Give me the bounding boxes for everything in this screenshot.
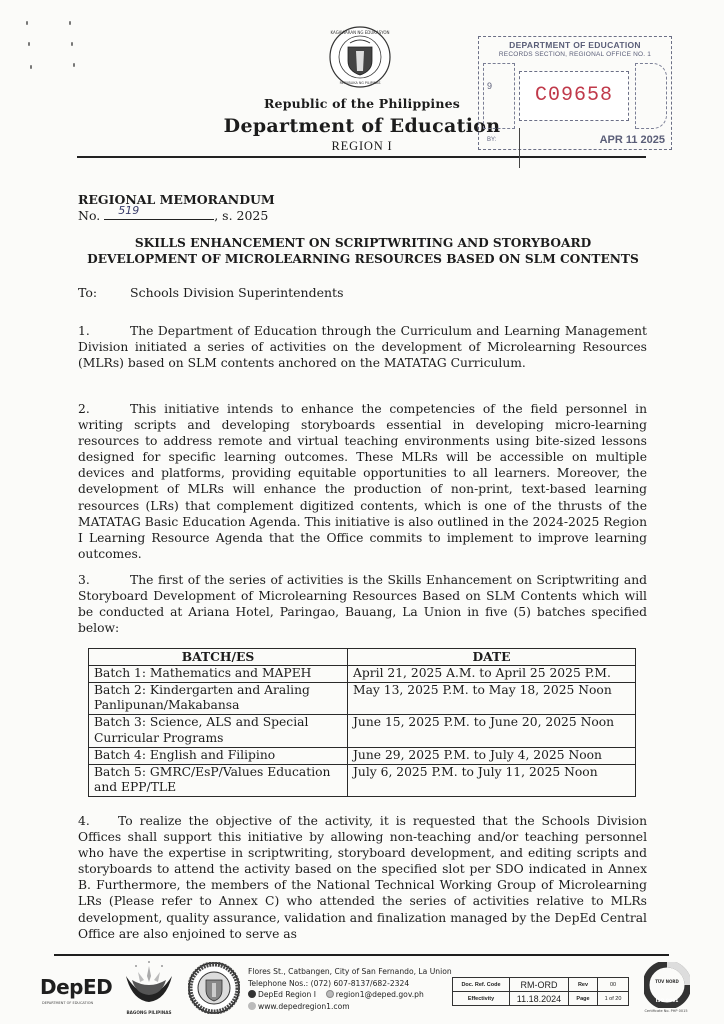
memo-series: , s. 2025 bbox=[214, 208, 269, 223]
address: Flores St., Catbangen, City of San Fernando, La Union bbox=[248, 967, 452, 976]
table-row bbox=[89, 747, 636, 764]
to-label: To: bbox=[78, 285, 98, 300]
scan-speck bbox=[73, 63, 75, 67]
doc-ref-label: Doc. Ref. Code bbox=[453, 978, 510, 992]
bagong-pilipinas-icon bbox=[122, 960, 176, 1010]
stamp-control-number: C09658 bbox=[534, 84, 613, 107]
paragraph-2 bbox=[78, 401, 647, 562]
republic-heading: Republic of the Philippines bbox=[263, 96, 461, 111]
rev-value: 00 bbox=[598, 978, 629, 992]
stamp-date: APR 11 2025 bbox=[599, 134, 665, 146]
date-cell: June 29, 2025 P.M. to July 4, 2025 Noon bbox=[348, 747, 636, 764]
scan-speck bbox=[71, 42, 73, 46]
memo-addressee bbox=[78, 285, 344, 300]
stamp-letter-r bbox=[483, 63, 515, 129]
iso-certification-icon bbox=[644, 962, 690, 1008]
table-row bbox=[453, 978, 629, 992]
svg-text:KAGAWARAN NG EDUKASYON: KAGAWARAN NG EDUKASYON bbox=[330, 30, 390, 35]
memo-number bbox=[78, 204, 269, 223]
email-link[interactable]: region1@deped.gov.ph bbox=[335, 990, 424, 999]
batch-cell: Batch 5: GMRC/EsP/Values Education and EPP/TLE bbox=[89, 764, 348, 797]
facebook-link[interactable]: DepEd Region I bbox=[258, 990, 317, 999]
date-cell: July 6, 2025 P.M. to July 11, 2025 Noon bbox=[348, 764, 636, 797]
contact-info bbox=[248, 966, 452, 1012]
deped-logo-subtext: DEPARTMENT OF EDUCATION bbox=[42, 1001, 94, 1005]
batch-cell: Batch 3: Science, ALS and Special Curricular Programs bbox=[89, 715, 348, 748]
batch-cell: Batch 2: Kindergarten and Araling Panlipunan/Makabansa bbox=[89, 682, 348, 715]
paragraph-text: The first of the series of activities is the Skills Enhancement on Scriptwriting and Storyboard Development of Microlearning Resources Based on SLM Contents which will be conducted at Ariana Hotel, Paringao, Bauang, La Union in five (5) batches specified below: bbox=[78, 573, 647, 636]
effectivity-value: 11.18.2024 bbox=[510, 992, 569, 1006]
bagong-pilipinas-caption: BAGONG PILIPINAS bbox=[126, 1010, 172, 1015]
department-heading: Department of Education bbox=[223, 115, 501, 137]
table-header-row bbox=[89, 649, 636, 666]
effectivity-label: Effectivity bbox=[453, 992, 510, 1006]
memo-title: REGIONAL MEMORANDUM bbox=[78, 192, 275, 207]
table-row bbox=[453, 992, 629, 1006]
table-row bbox=[89, 665, 636, 682]
page-label: Page bbox=[569, 992, 598, 1006]
to-value: Schools Division Superintendents bbox=[130, 285, 344, 300]
scan-speck bbox=[69, 21, 71, 25]
stamp-tick-line bbox=[519, 128, 520, 168]
document-control-table bbox=[452, 977, 629, 1006]
deped-logo-text: DepED bbox=[40, 975, 113, 999]
batch-cell: Batch 4: English and Filipino bbox=[89, 747, 348, 764]
scan-speck bbox=[28, 42, 30, 46]
deped-seal-icon bbox=[328, 25, 392, 89]
batch-schedule-table bbox=[88, 648, 636, 797]
memo-no-blank bbox=[104, 204, 214, 220]
stamp-number-box bbox=[519, 71, 629, 121]
column-header-date: DATE bbox=[348, 649, 636, 666]
rev-label: Rev bbox=[569, 978, 598, 992]
paragraph-1 bbox=[78, 323, 647, 371]
facebook-icon bbox=[248, 990, 256, 998]
header-divider bbox=[77, 156, 646, 158]
date-cell: June 15, 2025 P.M. to June 20, 2025 Noon bbox=[348, 715, 636, 748]
memo-no-label: No. bbox=[78, 208, 101, 223]
paragraph-number: 1. bbox=[78, 324, 90, 338]
paragraph-number: 4. bbox=[78, 814, 90, 828]
paragraph-number: 3. bbox=[78, 573, 90, 587]
svg-text:REPUBLIKA NG PILIPINAS: REPUBLIKA NG PILIPINAS bbox=[339, 81, 381, 85]
social-line bbox=[248, 989, 452, 1001]
stamp-letter-d bbox=[635, 63, 667, 129]
paragraph-4 bbox=[78, 813, 647, 942]
footer-divider bbox=[54, 954, 669, 956]
subject-line-2: DEVELOPMENT OF MICROLEARNING RESOURCES BASED ON SLM CONTENTS bbox=[87, 252, 639, 266]
telephone: Telephone Nos.: (072) 607-8137/682-2324 bbox=[248, 978, 410, 988]
paragraph-3 bbox=[78, 572, 647, 636]
globe-icon bbox=[248, 1002, 256, 1010]
scan-speck bbox=[26, 21, 28, 25]
received-stamp bbox=[478, 36, 672, 150]
email-icon bbox=[326, 990, 334, 998]
stamp-side-mark: 9 bbox=[487, 81, 493, 91]
stamp-line2: RECORDS SECTION, REGIONAL OFFICE NO. 1 bbox=[498, 51, 652, 58]
date-cell: April 21, 2025 A.M. to April 25 2025 P.M. bbox=[348, 665, 636, 682]
table-row bbox=[89, 715, 636, 748]
region-1-seal-icon bbox=[188, 962, 240, 1014]
doc-ref-value: RM-ORD bbox=[510, 978, 569, 992]
table-row bbox=[89, 764, 636, 797]
web-line bbox=[248, 1001, 452, 1013]
date-cell: May 13, 2025 P.M. to May 18, 2025 Noon bbox=[348, 682, 636, 715]
bagong-pilipinas-logo bbox=[122, 960, 176, 1018]
paragraph-text: The Department of Education through the Curriculum and Learning Management Division initiated a series of activities on the development of Microlearning Resources (MLRs) based on SLM contents anchored on the MATATAG Curriculum. bbox=[78, 324, 647, 371]
table-row bbox=[89, 682, 636, 715]
website-link[interactable]: www.depedregion1.com bbox=[258, 1001, 350, 1011]
scan-speck bbox=[30, 65, 32, 69]
deped-logo bbox=[40, 970, 113, 1010]
subject-line-1: SKILLS ENHANCEMENT ON SCRIPTWRITING AND STORYBOARD bbox=[134, 236, 592, 250]
paragraph-number: 2. bbox=[78, 402, 90, 416]
iso-certificate-number: Certificate No. PHP 0015 bbox=[644, 1009, 688, 1013]
svg-text:TÜV NORD: TÜV NORD bbox=[655, 979, 679, 984]
batch-cell: Batch 1: Mathematics and MAPEH bbox=[89, 665, 348, 682]
region-heading: REGION I bbox=[331, 139, 393, 153]
paragraph-text: To realize the objective of the activity, it is requested that the Schools Division Offices shall support this initiative by allowing non-teaching and/or teaching personnel who have the expertise in scriptwriting, storyboard development, and editing scripts and storyboards to attend the activity based on the specified slot per SDO indicated in Annex B. Furthermore, the members of the National Technical Working Group of Microlearning LRs (Please refer to Annex C) who attended the series of activities relative to MLRs development, quality assurance, validation and finalization managed by the DepEd Central Office are also enjoined to serve as bbox=[78, 814, 647, 941]
column-header-batch: BATCH/ES bbox=[89, 649, 348, 666]
paragraph-text: This initiative intends to enhance the competencies of the field personnel in writing scripts and developing storyboards essential in developing micro-learning resources to address remote and virtual teaching environments using bite-sized lessons designed for specific learning outcomes. These MLRs will be accessible on multiple devices and platforms, providing equitable opportunities to all learners. Moreover, the development of MLRs will enhance the production of non-print, text-based learning resources (LRs) that complement digitized contents, which is one of the thrusts of the MATATAG Basic Education Agenda. This initiative is also outlined in the 2024-2025 Region I Learning Resource Agenda that the Office commits to implement to improve learning outcomes. bbox=[78, 402, 647, 561]
stamp-line1: DEPARTMENT OF EDUCATION bbox=[509, 40, 641, 50]
memo-subject bbox=[78, 235, 648, 267]
page-value: 1 of 20 bbox=[598, 992, 629, 1006]
memo-no-handwritten: 519 bbox=[118, 204, 140, 217]
stamp-by-label: BY: bbox=[487, 137, 497, 143]
svg-text:ISO 9001: ISO 9001 bbox=[655, 999, 679, 1004]
